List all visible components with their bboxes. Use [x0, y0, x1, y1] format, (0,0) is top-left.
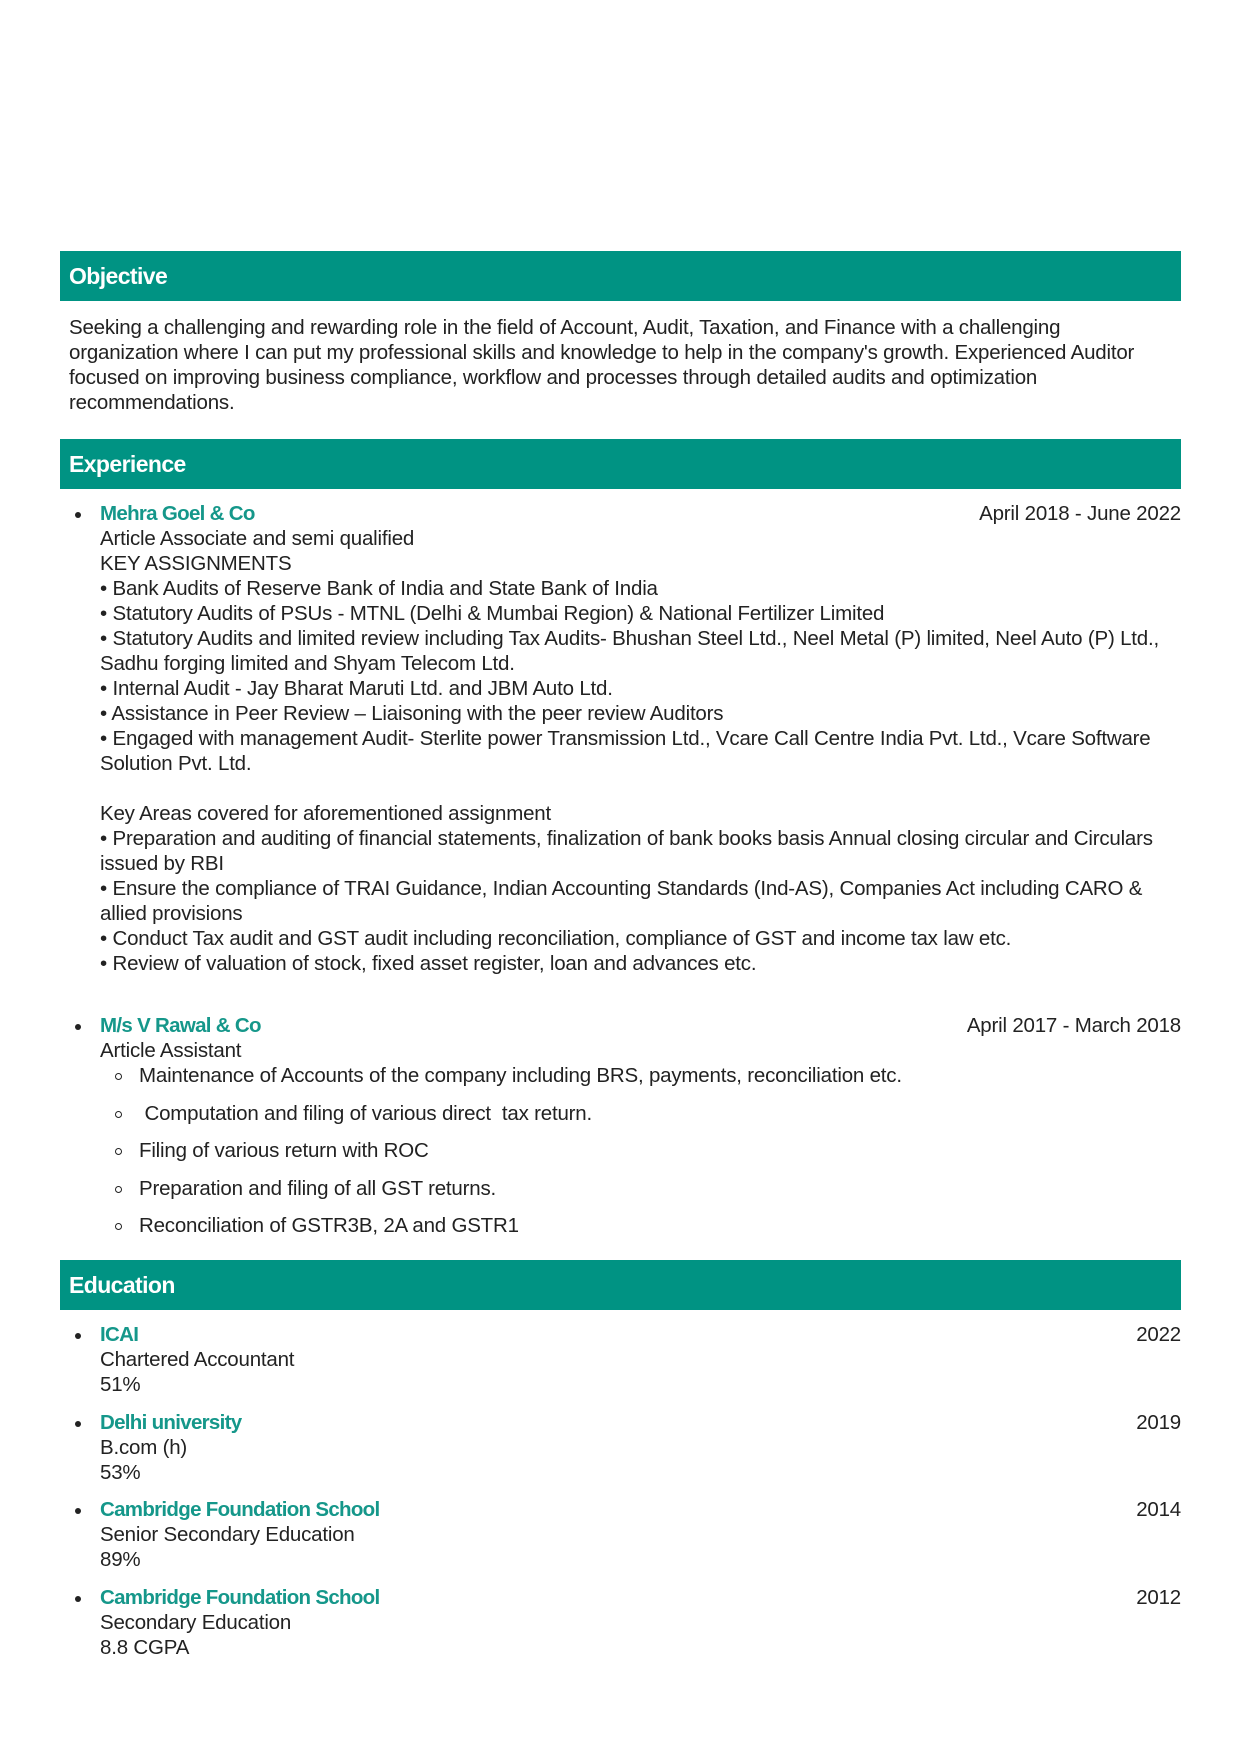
education-section [60, 1260, 1181, 1660]
experience-item [60, 1013, 1181, 1238]
bullet-icon [75, 1421, 81, 1427]
circle-bullet-icon [115, 1223, 122, 1230]
spacer [100, 776, 1181, 801]
institution-name: ICAI [100, 1323, 139, 1346]
circle-bullet-icon [115, 1148, 122, 1155]
duty-text: Maintenance of Accounts of the company including BRS, payments, reconciliation etc. [139, 1064, 902, 1087]
institution-name: Cambridge Foundation School [100, 1585, 380, 1609]
assignment-line: • Bank Audits of Reserve Bank of India and State Bank of India [100, 577, 658, 600]
job-role: Article Assistant [100, 1039, 242, 1062]
employment-dates: April 2017 - March 2018 [966, 1014, 1181, 1037]
education-year: 2022 [1136, 1323, 1181, 1346]
bullet-icon [75, 1596, 81, 1602]
duty-item [100, 1176, 1181, 1201]
employer-name: M/s V Rawal & Co [100, 1014, 261, 1037]
duty-item [100, 1138, 1181, 1163]
job-role: Article Associate and semi qualified [100, 527, 415, 550]
employment-dates: April 2018 - June 2022 [979, 502, 1181, 525]
experience-item [60, 501, 1181, 976]
degree: Secondary Education [100, 1610, 292, 1634]
score: 8.8 CGPA [100, 1635, 190, 1659]
assignment-line: • Internal Audit - Jay Bharat Maruti Ltd. and JBM Auto Ltd. [100, 677, 613, 700]
degree: Senior Secondary Education [100, 1523, 355, 1546]
score: 53% [100, 1460, 141, 1484]
education-list [60, 1322, 1181, 1660]
institution-name: Delhi university [100, 1410, 242, 1434]
objective-section [60, 251, 1181, 415]
score: 51% [100, 1373, 141, 1396]
assignment-line: • Engaged with management Audit- Sterlite power Transmission Ltd., Vcare Call Centre India Pvt. Ltd., Vcare Software Solution Pvt. Ltd. [100, 727, 1151, 775]
key-area-line: • Preparation and auditing of financial statements, finalization of bank books basis Annual closing circular and Circulars issued by RBI [100, 827, 1153, 875]
bullet-icon [75, 1024, 81, 1030]
duty-text: Filing of various return with ROC [139, 1139, 429, 1162]
resume-page [60, 251, 1181, 1660]
objective-text: Seeking a challenging and rewarding role in the field of Account, Audit, Taxation, and Finance with a challenging organization where I can put my professional skills and knowledge to help in the company's growth. Experienced Auditor focused on improving business compliance, workflow and processes through detailed audits and optimization recommendations. [69, 316, 1135, 414]
experience-heading [60, 439, 1181, 489]
education-item [60, 1585, 1181, 1660]
assignment-line: • Assistance in Peer Review – Liaisoning with the peer review Auditors [100, 702, 724, 725]
assignment-line: • Statutory Audits and limited review including Tax Audits- Bhushan Steel Ltd., Neel Metal (P) limited, Neel Auto (P) Ltd., Sadhu forging limited and Shyam Telecom Ltd. [100, 627, 1159, 675]
key-area-line: • Review of valuation of stock, fixed asset register, loan and advances etc. [100, 952, 757, 975]
degree: Chartered Accountant [100, 1348, 295, 1371]
key-area-line: • Ensure the compliance of TRAI Guidance, Indian Accounting Standards (Ind-AS), Companies Act including CARO & allied provisions [100, 877, 1143, 925]
experience-heading-text: Experience [69, 450, 186, 477]
education-year: 2012 [1136, 1585, 1181, 1609]
score: 89% [100, 1548, 141, 1571]
education-item [60, 1497, 1181, 1572]
institution-name: Cambridge Foundation School [100, 1498, 380, 1521]
circle-bullet-icon [115, 1111, 122, 1118]
duty-item [100, 1213, 1181, 1238]
duty-item [100, 1063, 1181, 1088]
key-assignments-heading: KEY ASSIGNMENTS [100, 552, 292, 575]
education-heading [60, 1260, 1181, 1310]
employer-name: Mehra Goel & Co [100, 502, 255, 525]
objective-heading [60, 251, 1181, 301]
bullet-icon [75, 1508, 81, 1514]
duty-item [100, 1101, 1181, 1126]
duty-text: Preparation and filing of all GST returns. [139, 1176, 496, 1200]
education-year: 2014 [1136, 1498, 1181, 1521]
duty-text: Computation and filing of various direct tax return. [139, 1101, 592, 1125]
education-item [60, 1322, 1181, 1397]
education-item [60, 1410, 1181, 1485]
experience-section [60, 439, 1181, 1238]
experience-list [60, 501, 1181, 1238]
assignment-line: • Statutory Audits of PSUs - MTNL (Delhi & Mumbai Region) & National Fertilizer Limited [100, 602, 885, 625]
circle-bullet-icon [115, 1186, 122, 1193]
education-year: 2019 [1136, 1410, 1181, 1434]
key-areas-heading: Key Areas covered for aforementioned assignment [100, 802, 551, 825]
key-area-line: • Conduct Tax audit and GST audit including reconciliation, compliance of GST and income tax law etc. [100, 927, 1012, 950]
duties-list [100, 1063, 1181, 1238]
objective-heading-text: Objective [69, 262, 168, 289]
bullet-icon [75, 1333, 81, 1339]
bullet-icon [75, 512, 81, 518]
education-heading-text: Education [69, 1271, 175, 1298]
circle-bullet-icon [115, 1073, 122, 1080]
duty-text: Reconciliation of GSTR3B, 2A and GSTR1 [139, 1214, 519, 1237]
degree: B.com (h) [100, 1435, 188, 1459]
